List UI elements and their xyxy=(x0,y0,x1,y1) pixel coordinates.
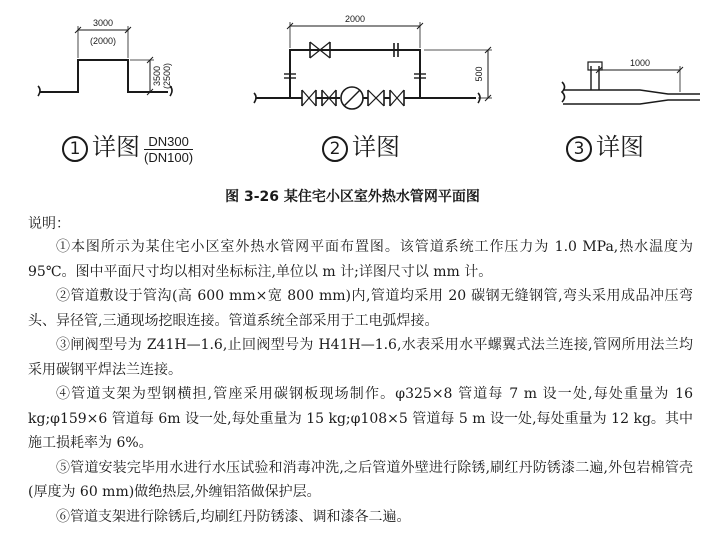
detail-figures xyxy=(0,0,705,180)
fig1-width-dim-alt: (2000) xyxy=(89,36,117,46)
fig1-label: 1 详图 xyxy=(62,134,140,162)
fig1-spec-top: DN300 xyxy=(144,134,193,150)
fig2-height-dim: 500 xyxy=(474,66,484,82)
fig1-spec-bottom: (DN100) xyxy=(144,150,194,165)
note-item: ⑤管道安装完毕用水进行水压试验和消毒冲洗,之后管道外壁进行除锈,刷红丹防锈漆二遍,外包岩棉管壳(厚度为 60 mm)做绝热层,外缠铝箔做保护层。 xyxy=(28,459,693,500)
note-item: ⑥管道支架进行除锈后,均刷红丹防锈漆、调和漆各二遍。 xyxy=(56,508,411,525)
fig1-pipe-spec xyxy=(144,134,193,165)
fig3-label: 3 详图 xyxy=(566,134,644,162)
note-item: ①本图所示为某住宅小区室外热水管网平面布置图。该管道系统工作压力为 1.0 MPa,热水温度为95℃。图中平面尺寸均以相对坐标标注,单位以 m 计;详图尺寸以 mm 计。 xyxy=(28,239,693,280)
note-item: ③闸阀型号为 Z41H—1.6,止回阀型号为 H41H—1.6,水表采用水平螺翼式法兰连接,管网所用法兰均采用碳钢平焊法兰连接。 xyxy=(28,337,693,378)
note-item: ②管道敷设于管沟(高 600 mm×宽 800 mm)内,管道均采用 20 碳钢无缝钢管,弯头采用成品冲压弯头、异径管,三通现场挖眼连接。管道系统全部采用于工电弧焊接。 xyxy=(28,288,693,329)
notes-list xyxy=(28,235,693,529)
figure-2-valve-bypass xyxy=(254,22,492,109)
fig1-height-dim: 3500 xyxy=(152,65,162,87)
fig1-height-dim-alt: (2500) xyxy=(162,62,172,90)
notes-title: 说明： xyxy=(28,216,70,232)
fig2-width-dim: 2000 xyxy=(344,14,366,24)
fig1-width-dim: 3000 xyxy=(92,18,114,28)
circled-number: 1 xyxy=(62,136,88,162)
fig3-length-dim: 1000 xyxy=(629,58,651,68)
fig2-label: 2 详图 xyxy=(322,134,400,162)
figure-caption: 图 3-26 某住宅小区室外热水管网平面图 xyxy=(225,189,480,205)
circled-number: 3 xyxy=(566,136,592,162)
circled-number: 2 xyxy=(322,136,348,162)
note-item: ④管道支架为型钢横担,管座采用碳钢板现场制作。φ325×8 管道每 7 m 设一处,每处重量为 16 kg;φ159×6 管道每 6m 设一处,每处重量为 15 kg;φ108×5 管道每 5 m 设一处,每处重量为 12 kg。其中施工损耗率为 6%。 xyxy=(28,386,693,451)
figure-3-reducer xyxy=(562,62,700,104)
